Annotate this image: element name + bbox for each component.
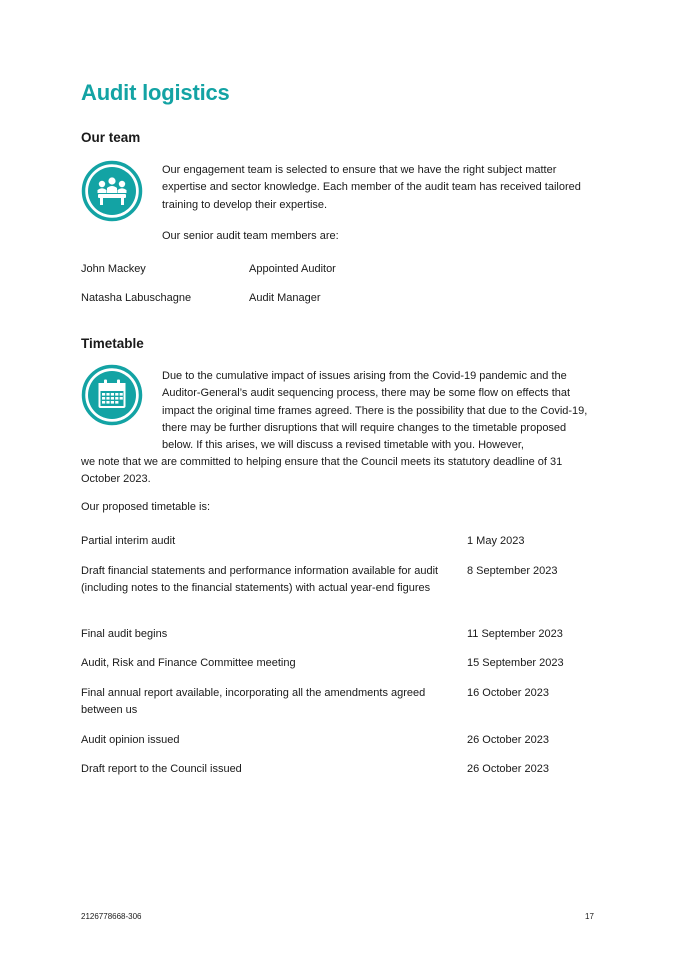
timetable-paragraph-full: we note that we are committed to helping ensure that the Council meets its statutory deadline of 31 October 2023.	[81, 456, 563, 486]
timetable-task: Final annual report available, incorporating all the amendments agreed between us	[81, 687, 426, 717]
team-member-name: John Mackey	[81, 263, 146, 275]
footer-doc-id: 2126778668-306	[81, 912, 142, 921]
timetable-date: 15 September 2023	[467, 657, 564, 669]
timetable-date: 16 October 2023	[467, 687, 549, 699]
team-member-role: Audit Manager	[249, 292, 321, 304]
timetable-date: 26 October 2023	[467, 734, 549, 746]
team-icon	[81, 160, 143, 222]
timetable-date: 26 October 2023	[467, 763, 549, 775]
timetable-task: Partial interim audit	[81, 535, 176, 547]
timetable-paragraph-indented: Due to the cumulative impact of issues arising from the Covid-19 pandemic and the Auditor-General’s audit sequencing process, there may be some flow on effects that impact the original time frames agreed. There is the possibility that due to the Covid-19, there may be further disruptions that will require changes to the timetable proposed below. If this arises, we will discuss a revised timetable with you. However,	[162, 370, 588, 452]
timetable-task: Audit opinion issued	[81, 734, 180, 746]
team-paragraph: Our engagement team is selected to ensure that we have the right subject matter expertise and sector knowledge. Each member of the audit team has received tailored training to develop their expertise.	[162, 164, 581, 211]
timetable-task: Audit, Risk and Finance Committee meeting	[81, 657, 296, 669]
timetable-date: 8 September 2023	[467, 565, 558, 577]
team-heading: Our team	[81, 130, 141, 145]
page-title: Audit logistics	[81, 80, 230, 105]
team-member-name: Natasha Labuschagne	[81, 292, 192, 304]
timetable-task: Final audit begins	[81, 628, 168, 640]
timetable-task: Draft report to the Council issued	[81, 763, 242, 775]
timetable-intro: Our proposed timetable is:	[81, 501, 211, 513]
team-members-intro: Our senior audit team members are:	[162, 230, 339, 242]
timetable-date: 1 May 2023	[467, 535, 525, 547]
team-member-role: Appointed Auditor	[249, 263, 336, 275]
timetable-date: 11 September 2023	[467, 628, 563, 640]
timetable-task: Draft financial statements and performance information available for audit (including notes to the financial statements) with actual year-end figures	[81, 565, 439, 595]
timetable-heading: Timetable	[81, 336, 144, 351]
calendar-icon	[81, 364, 143, 426]
footer-page-number: 17	[585, 912, 594, 921]
